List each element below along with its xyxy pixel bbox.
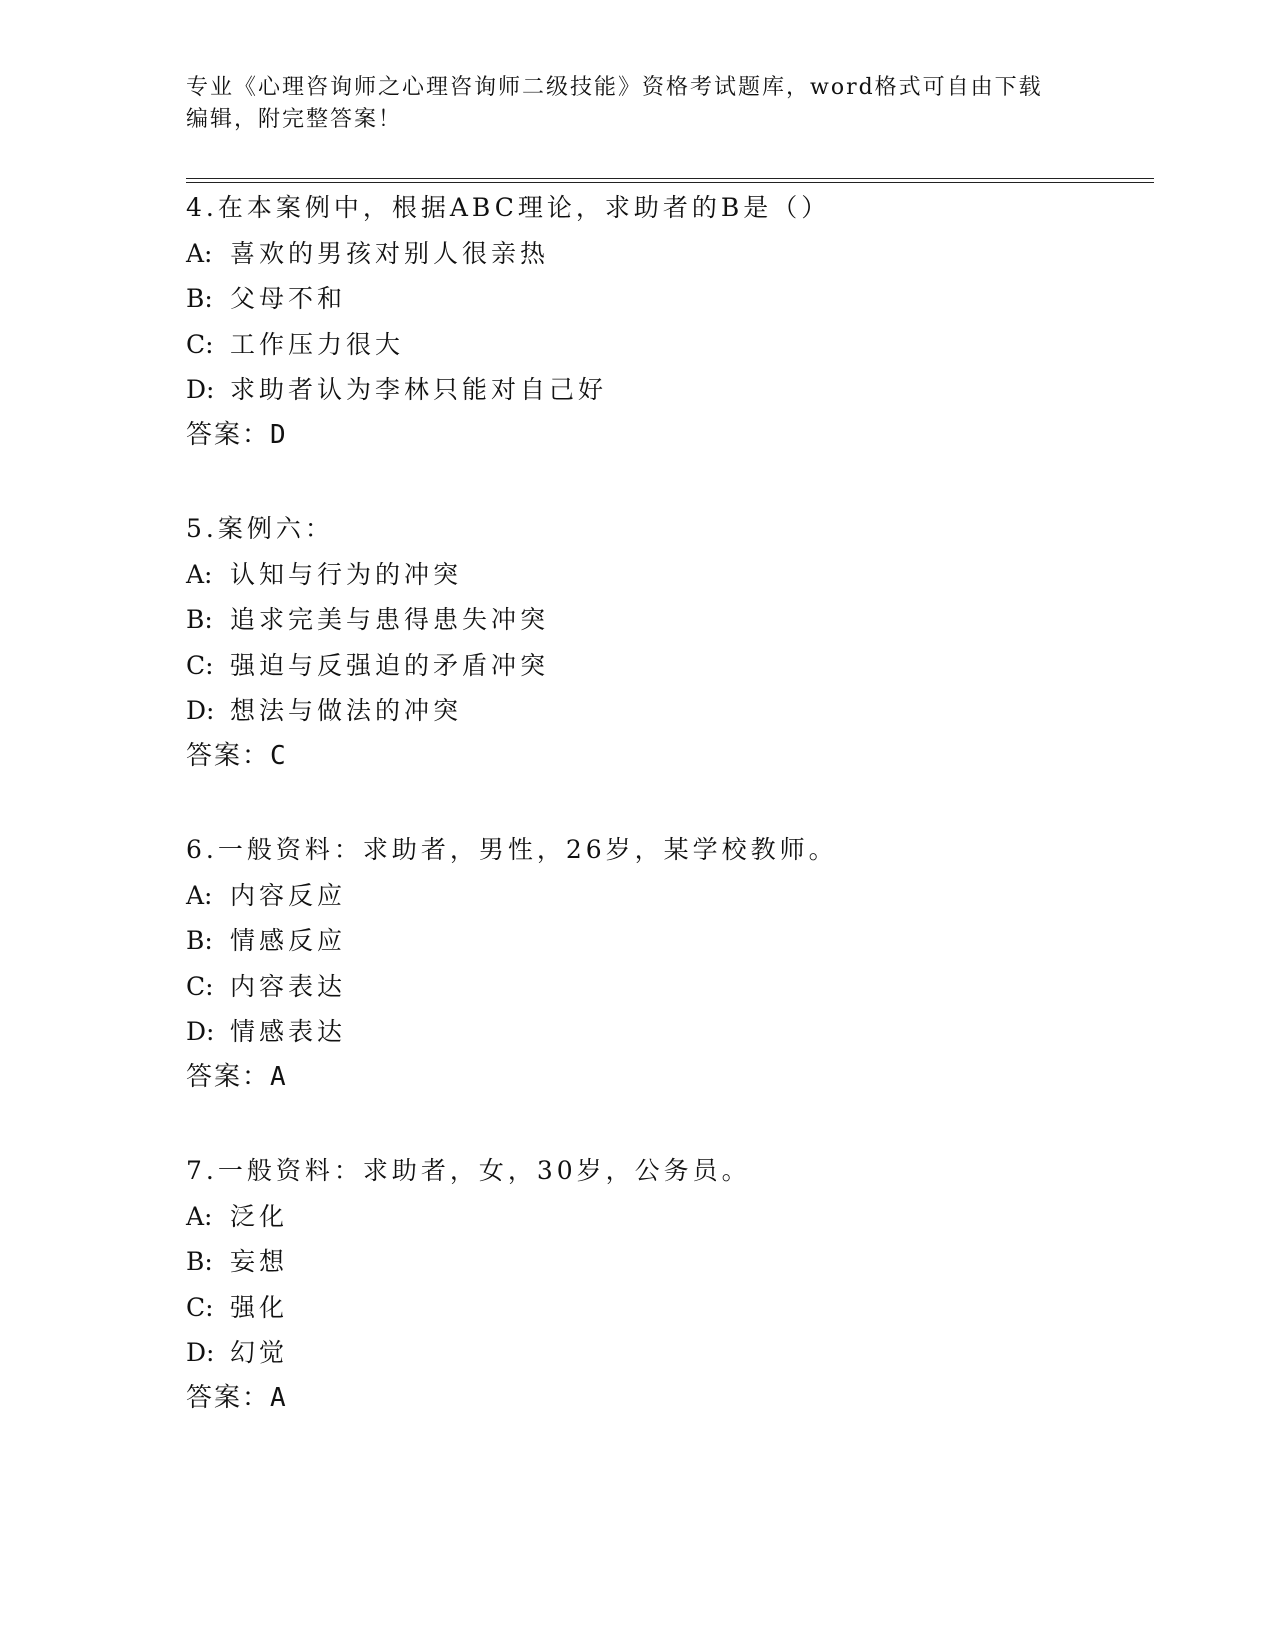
option-c <box>186 322 1146 368</box>
question-stem: 5.案例六： <box>186 514 334 543</box>
answer-line <box>186 1376 1146 1422</box>
option-text: 想法与做法的冲突 <box>230 696 463 726</box>
option-text: 父母不和 <box>230 284 347 314</box>
option-text: 强化 <box>230 1292 289 1322</box>
option-key: C: <box>186 971 214 1001</box>
option-key: B: <box>186 1247 213 1277</box>
answer-line <box>186 413 1146 459</box>
option-text: 喜欢的男孩对别人很亲热 <box>230 238 550 268</box>
question-stem: 6.一般资料：求助者，男性，26岁，某学校教师。 <box>186 835 838 864</box>
question-6 <box>186 827 1146 1101</box>
option-key: B: <box>186 284 213 314</box>
option-text: 求助者认为李林只能对自己好 <box>230 375 608 405</box>
option-b <box>186 918 1146 964</box>
option-d <box>186 367 1146 413</box>
option-key: B: <box>186 605 213 635</box>
option-key: A: <box>186 238 213 268</box>
option-text: 幻觉 <box>230 1338 289 1368</box>
header-divider-bottom <box>186 182 1154 183</box>
option-text: 泛化 <box>230 1201 289 1231</box>
option-text: 内容反应 <box>230 880 347 910</box>
option-key: B: <box>186 926 213 956</box>
answer-value: A <box>270 1382 288 1413</box>
header-divider-top <box>186 178 1154 179</box>
option-text: 妄想 <box>230 1247 289 1277</box>
question-stem: 7.一般资料：求助者，女，30岁，公务员。 <box>186 1156 751 1185</box>
answer-line <box>186 734 1146 780</box>
option-key: D: <box>186 1338 215 1368</box>
option-b <box>186 597 1146 643</box>
answer-label: 答案： <box>186 740 271 771</box>
answer-value: D <box>270 419 288 450</box>
option-text: 认知与行为的冲突 <box>230 559 463 589</box>
answer-value: A <box>270 1061 288 1092</box>
option-a <box>186 873 1146 919</box>
answer-value: C <box>270 740 288 771</box>
option-text: 强迫与反强迫的矛盾冲突 <box>230 650 550 680</box>
answer-label: 答案： <box>186 419 271 450</box>
option-key: D: <box>186 1017 215 1047</box>
option-d <box>186 1009 1146 1055</box>
answer-label: 答案： <box>186 1061 271 1092</box>
option-key: A: <box>186 559 213 589</box>
header-line-1: 专业《心理咨询师之心理咨询师二级技能》资格考试题库，word格式可自由下载 <box>186 75 1043 100</box>
option-key: D: <box>186 375 215 405</box>
option-a <box>186 1194 1146 1240</box>
option-text: 内容表达 <box>230 971 347 1001</box>
question-7 <box>186 1148 1146 1422</box>
option-text: 情感表达 <box>230 1017 347 1047</box>
option-key: C: <box>186 650 214 680</box>
option-d <box>186 688 1146 734</box>
option-key: C: <box>186 1292 214 1322</box>
option-text: 工作压力很大 <box>230 329 405 359</box>
answer-line <box>186 1055 1146 1101</box>
answer-label: 答案： <box>186 1382 271 1413</box>
option-c <box>186 1285 1146 1331</box>
option-text: 追求完美与患得患失冲突 <box>230 605 550 635</box>
question-4 <box>186 185 1146 459</box>
option-text: 情感反应 <box>230 926 347 956</box>
option-key: A: <box>186 1201 213 1231</box>
option-c <box>186 643 1146 689</box>
question-5 <box>186 506 1146 780</box>
option-c <box>186 964 1146 1010</box>
option-key: D: <box>186 696 215 726</box>
document-header <box>186 72 1086 136</box>
option-d <box>186 1330 1146 1376</box>
option-b <box>186 276 1146 322</box>
header-line-2: 编辑，附完整答案！ <box>186 107 403 132</box>
option-key: C: <box>186 329 214 359</box>
option-key: A: <box>186 880 213 910</box>
option-a <box>186 552 1146 598</box>
question-stem: 4.在本案例中，根据ABC理论，求助者的B是（） <box>186 193 831 222</box>
option-b <box>186 1239 1146 1285</box>
option-a <box>186 231 1146 277</box>
